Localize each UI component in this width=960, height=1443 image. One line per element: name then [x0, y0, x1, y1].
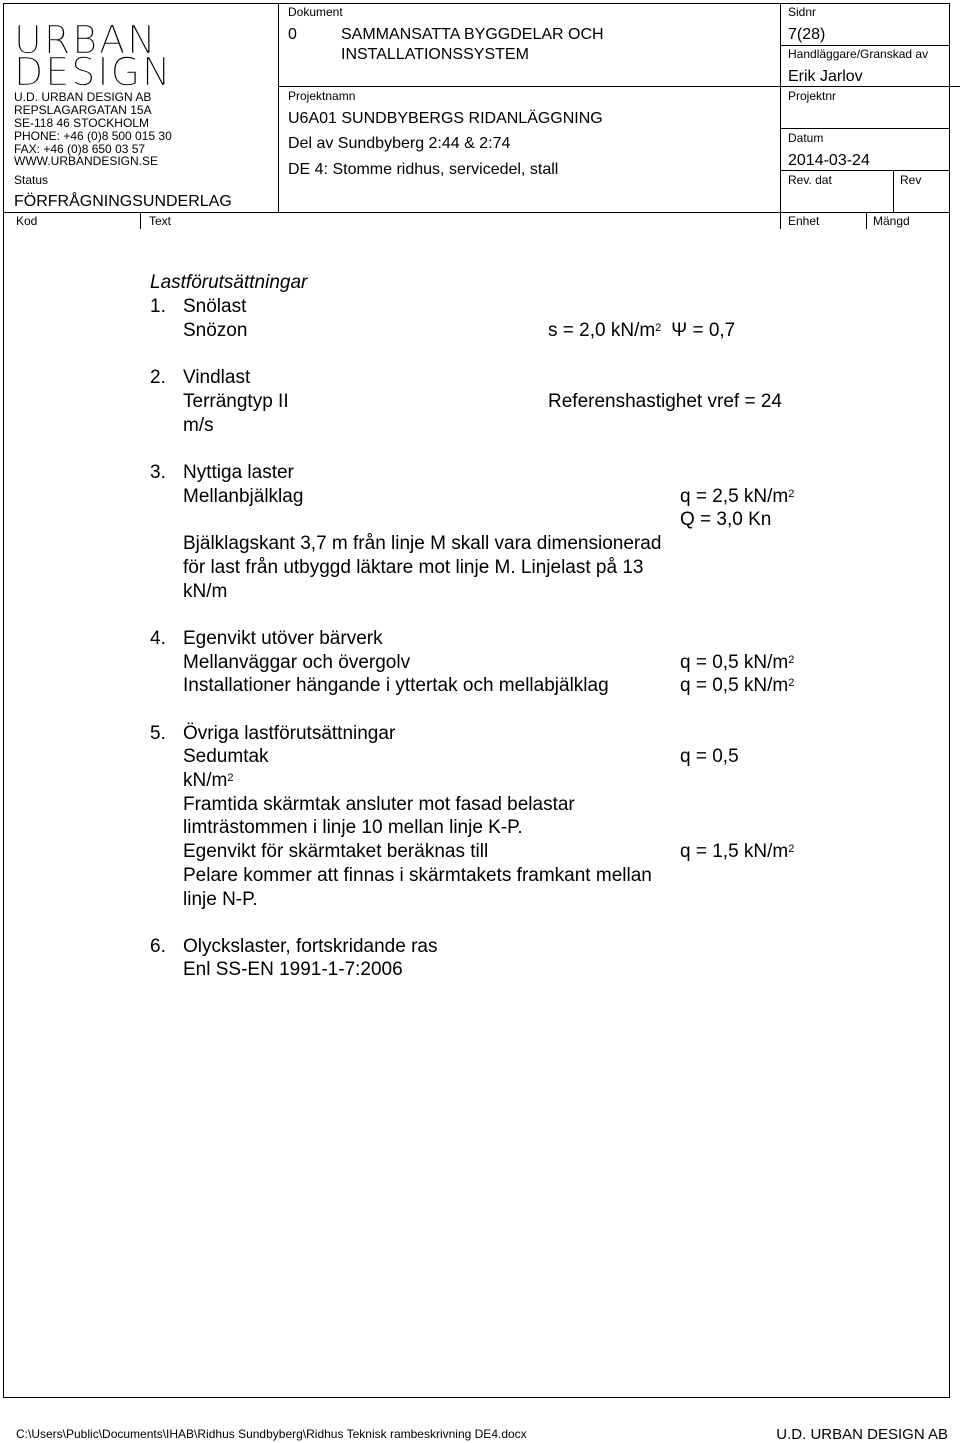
dokument-number: 0 [288, 26, 297, 43]
text-line: linje N-P. [183, 889, 258, 910]
load-value: s = 2,0 $kN/m^2$ Ψ = 0,7 [548, 320, 736, 341]
handlaggare-label: Handläggare/Granskad av [788, 47, 929, 61]
text-line: Terrängtyp II [183, 391, 289, 412]
header-divider [866, 212, 867, 229]
projektnr-label: Projektnr [788, 89, 837, 103]
header-divider [780, 45, 950, 46]
text-line: Egenvikt för skärmtaket beräknas till [183, 841, 489, 862]
section-number: 2. [150, 367, 166, 388]
text-line: Bjälklagskant 3,7 m från linje M skall vara dimensionerad [183, 533, 662, 554]
sidnr-value: 7(28) [788, 26, 826, 43]
section-number: 1. [150, 296, 166, 317]
text-line: Framtida skärmtak ansluter mot fasad belastar [183, 794, 575, 815]
text-label: Text [149, 214, 172, 228]
rev-label: Rev [900, 173, 922, 187]
load-value: Q = 3,0 Kn [680, 509, 772, 530]
load-value: q = 0,5 $kN/m^2$ [680, 652, 795, 673]
datum-value: 2014-03-24 [788, 152, 870, 169]
section-title: Nyttiga laster [183, 462, 294, 483]
load-value: q = 0,5 [680, 746, 739, 767]
header-divider [278, 3, 279, 212]
section-number: 4. [150, 628, 166, 649]
company-phone: PHONE: +46 (0)8 500 015 30 [14, 129, 172, 143]
load-value: q = 2,5 $kN/m^2$ [680, 486, 795, 507]
header-divider [780, 86, 960, 87]
company-website: WWW.URBANDESIGN.SE [14, 154, 159, 168]
logo-line2: DESIGN [14, 50, 173, 94]
footer-file-path: C:\Users\Public\Documents\IHAB\Ridhus Sundbyberg\Ridhus Teknisk rambeskrivning DE4.docx [16, 1427, 527, 1441]
company-name: U.D. URBAN DESIGN AB [14, 90, 152, 104]
section-number: 5. [150, 723, 166, 744]
section-title: Övriga lastförutsättningar [183, 723, 396, 744]
section-title: Egenvikt utöver bärverk [183, 628, 383, 649]
projektnamn-label: Projektnamn [288, 89, 356, 103]
text-line: Sedumtak [183, 746, 269, 767]
section-number: 6. [150, 936, 166, 957]
section-heading: Lastförutsättningar [150, 272, 308, 293]
header-divider [3, 212, 950, 213]
text-line: Enl SS-EN 1991-1-7:2006 [183, 959, 403, 980]
header-divider [140, 212, 141, 229]
text-line: Mellanbjälklag [183, 486, 304, 507]
company-address: SE-118 46 STOCKHOLM [14, 116, 149, 130]
datum-label: Datum [788, 131, 824, 145]
logo-line1: URBAN [14, 18, 158, 62]
section-title: Vindlast [183, 367, 251, 388]
load-value: Referenshastighet vref = 24 [548, 391, 782, 412]
header-divider [278, 86, 780, 87]
status-value: FÖRFRÅGNINGSUNDERLAG [14, 193, 232, 210]
section-title: Snölast [183, 296, 247, 317]
footer-company: U.D. URBAN DESIGN AB [776, 1426, 948, 1443]
load-value: q = 0,5 $kN/m^2$ [680, 675, 795, 696]
text-line: Pelare kommer att finnas i skärmtakets framkant mellan [183, 865, 652, 886]
header-divider [893, 170, 894, 212]
status-label: Status [14, 173, 49, 187]
projekt-name: DE 4: Stomme ridhus, servicedel, stall [288, 161, 559, 178]
sidnr-label: Sidnr [788, 5, 817, 19]
dokument-label: Dokument [288, 5, 343, 19]
text-line: för last från utbyggd läktare mot linje M. Linjelast på 13 [183, 557, 644, 578]
dokument-title: SAMMANSATTA BYGGDELAR OCH [341, 26, 604, 43]
section-number: 3. [150, 462, 166, 483]
dokument-title: INSTALLATIONSSYSTEM [341, 46, 529, 63]
revdat-label: Rev. dat [788, 173, 832, 187]
projekt-name: U6A01 SUNDBYBERGS RIDANLÄGGNING [288, 110, 603, 127]
projekt-name: Del av Sundbyberg 2:44 & 2:74 [288, 135, 511, 152]
header-divider [780, 3, 781, 229]
company-fax: FAX: +46 (0)8 650 03 57 [14, 142, 146, 156]
section-title: Olyckslaster, fortskridande ras [183, 936, 438, 957]
header-divider [780, 170, 950, 171]
handlaggare-value: Erik Jarlov [788, 68, 863, 85]
kod-label: Kod [16, 214, 38, 228]
text-line: Mellanväggar och övergolv [183, 652, 411, 673]
text-line: m/s [183, 415, 214, 436]
load-value: q = 1,5 $kN/m^2$ [680, 841, 795, 862]
text-line: Snözon [183, 320, 248, 341]
mangd-label: Mängd [873, 214, 910, 228]
urban-design-logo [14, 18, 173, 94]
text-line: limträstommen i linje 10 mellan linje K-P. [183, 817, 523, 838]
company-address: REPSLAGARGATAN 15A [14, 103, 152, 117]
text-line: $kN/m^2$ [183, 770, 234, 791]
text-line: kN/m [183, 581, 228, 602]
enhet-label: Enhet [788, 214, 820, 228]
text-line: Installationer hängande i yttertak och mellabjälklag [183, 675, 609, 696]
header-divider [780, 128, 950, 129]
